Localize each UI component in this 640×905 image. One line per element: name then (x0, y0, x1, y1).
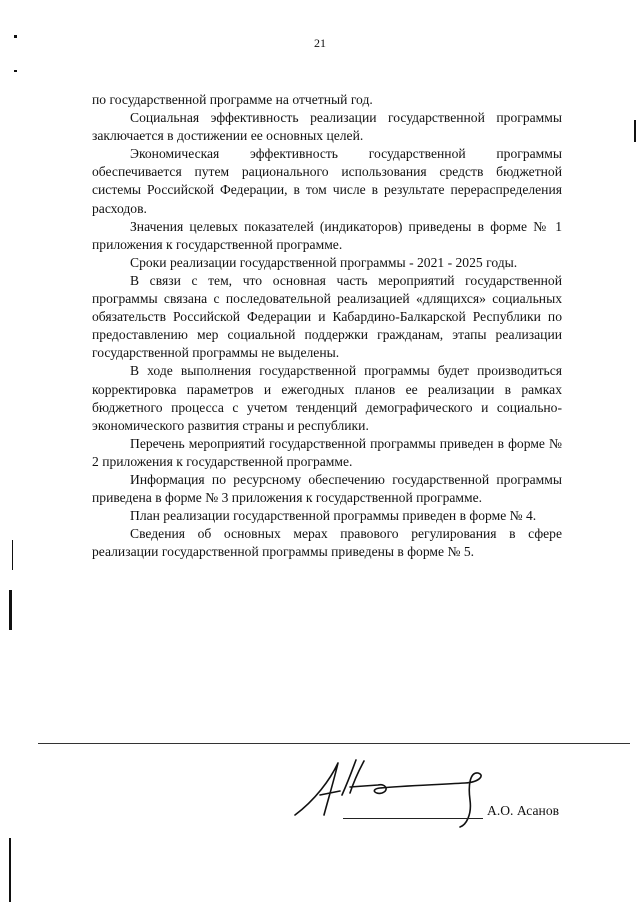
paragraph-4: Значения целевых показателей (индикаторов) приведены в форме № 1 приложения к государственной программе. (92, 218, 562, 252)
signature-underline (343, 818, 483, 819)
paragraph-2: Социальная эффективность реализации государственной программы заключается в достижении ее основных целей. (92, 110, 562, 144)
scan-mark (14, 35, 17, 38)
paragraph-10: План реализации государственной программы приведен в форме № 4. (130, 508, 537, 524)
paragraph-11: Сведения об основных мерах правового регулирования в сфере реализации государственной программы приведены в форме № 5. (92, 526, 562, 560)
separator-line (38, 743, 630, 744)
scan-mark (14, 70, 17, 72)
signer-name: А.О. Асанов (487, 803, 560, 818)
page-number: 21 (314, 36, 326, 50)
paragraph-7: В ходе выполнения государственной программы будет производиться корректировка параметров и ежегодных планов ее реализации в рамках бюджетного процесса с учетом тенденций демографического и социально-экономического развития страны и республики. (92, 363, 562, 433)
paragraph-1: по государственной программе на отчетный год. (92, 92, 373, 107)
scan-mark (9, 590, 12, 630)
paragraph-6: В связи с тем, что основная часть мероприятий государственной программы связана с последовательной реализацией «длящихся» социальных обязательств Российской Федерации и Кабардино-Балкарской Республики по предоставлению мер социальной поддержки гражданам, этапы реализации государственной программы не выделены. (92, 272, 562, 361)
paragraph-3: Экономическая эффективность государственной программы обеспечивается путем рационального использования средств бюджетной системы Российской Федерации, в том числе в результате перераспределения расходов. (92, 146, 562, 216)
paragraph-8: Перечень мероприятий государственной программы приведен в форме № 2 приложения к государственной программе. (92, 435, 562, 469)
body-text (92, 91, 562, 561)
paragraph-9: Информация по ресурсному обеспечению государственной программы приведена в форме № 3 приложения к государственной программе. (92, 471, 562, 506)
scan-mark (9, 838, 11, 902)
scan-mark (12, 540, 13, 570)
scan-mark (634, 120, 636, 142)
paragraph-5: Сроки реализации государственной программы - 2021 - 2025 годы. (130, 254, 518, 270)
